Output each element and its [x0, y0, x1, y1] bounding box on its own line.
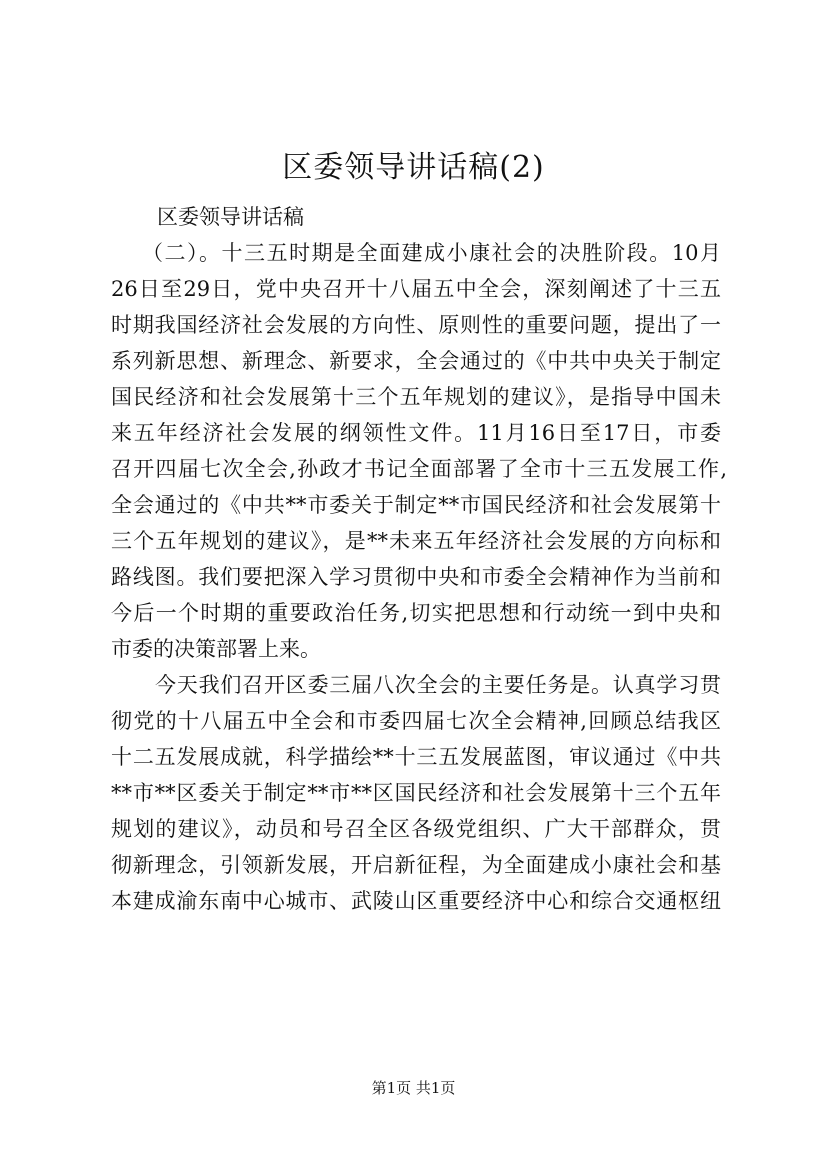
paragraph-line: 路线图。我们要把深入学习贯彻中央和市委全会精神作为当前和: [111, 565, 721, 589]
subtitle-line: 区委领导讲话稿: [157, 205, 304, 229]
paragraph-line: （二）。十三五时期是全面建成小康社会的决胜阶段。10月: [142, 241, 721, 265]
paragraph-line: 全会通过的《中共**市委关于制定**市国民经济和社会发展第十: [111, 493, 721, 517]
paragraph-line: **市**区委关于制定**市**区国民经济和社会发展第十三个五年: [111, 781, 721, 805]
paragraph-line: 彻新理念，引领新发展，开启新征程，为全面建成小康社会和基: [111, 853, 721, 877]
paragraph-line: 彻党的十八届五中全会和市委四届七次全会精神,回顾总结我区: [111, 709, 721, 733]
page-number: 第1页 共1页: [371, 1079, 456, 1097]
paragraph-line: 系列新思想、新理念、新要求，全会通过的《中共中央关于制定: [111, 349, 721, 373]
paragraph-line: 26日至29日，党中央召开十八届五中全会，深刻阐述了十三五: [111, 277, 721, 301]
paragraph-line: 今天我们召开区委三届八次全会的主要任务是。认真学习贯: [155, 673, 721, 697]
paragraph-line: 来五年经济社会发展的纲领性文件。11月16日至17日，市委: [111, 421, 721, 445]
paragraph-line: 今后一个时期的重要政治任务,切实把思想和行动统一到中央和: [111, 601, 721, 625]
paragraph-line: 十二五发展成就，科学描绘**十三五发展蓝图，审议通过《中共: [111, 745, 721, 769]
paragraph-line: 市委的决策部署上来。: [111, 637, 321, 661]
paragraph-line: 国民经济和社会发展第十三个五年规划的建议》，是指导中国未: [111, 385, 721, 409]
page-title: 区委领导讲话稿(2): [282, 150, 545, 185]
paragraph-line: 本建成渝东南中心城市、武陵山区重要经济中心和综合交通枢纽: [111, 889, 721, 913]
paragraph-line: 召开四届七次全会,孙政才书记全面部署了全市十三五发展工作,: [111, 457, 727, 481]
paragraph-line: 规划的建议》，动员和号召全区各级党组织、广大干部群众，贯: [111, 817, 721, 841]
paragraph-line: 时期我国经济社会发展的方向性、原则性的重要问题，提出了一: [111, 313, 721, 337]
paragraph-line: 三个五年规划的建议》，是**未来五年经济社会发展的方向标和: [111, 529, 721, 553]
